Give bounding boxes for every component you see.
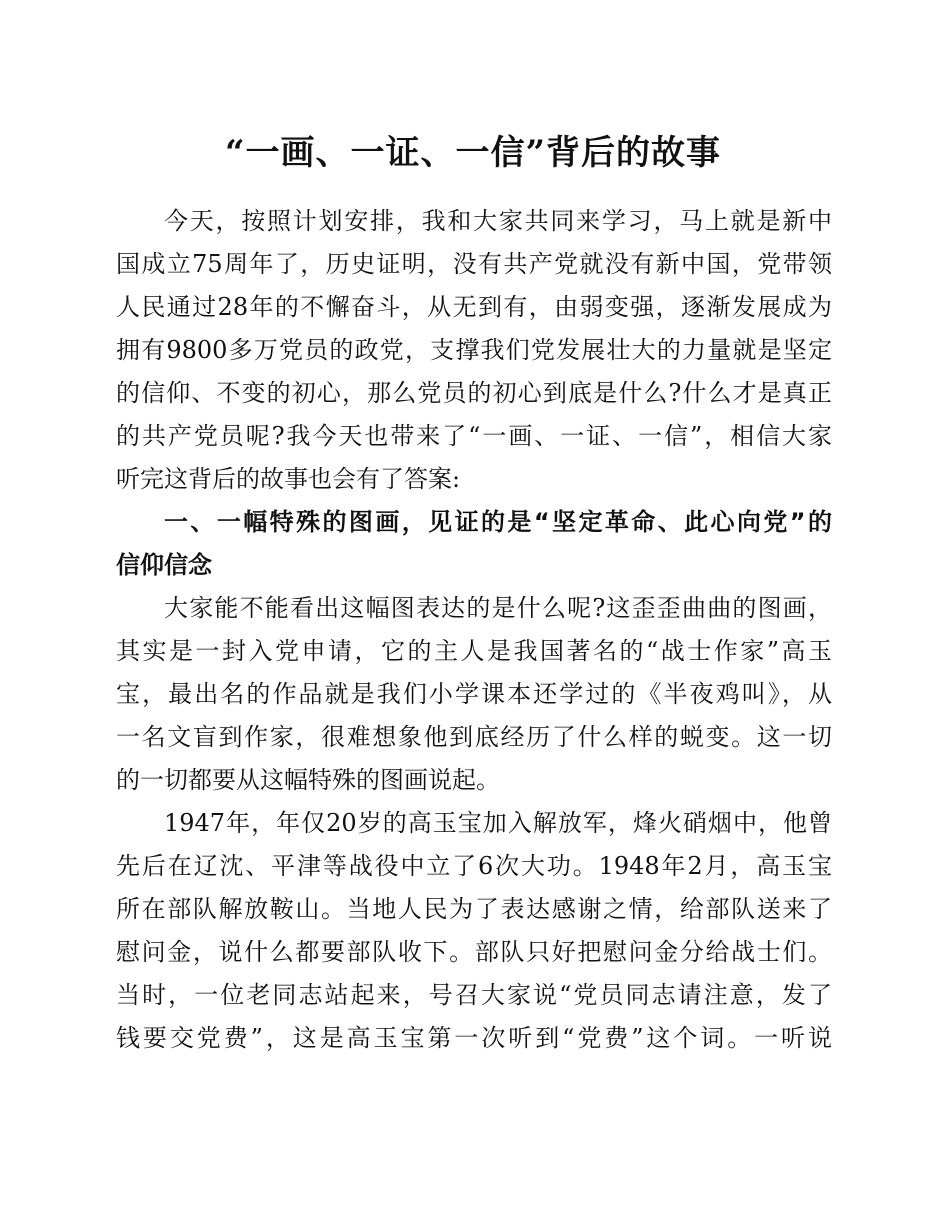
text-line: 先后在辽沈、平津等战役中立了6次大功。1948年2月，高玉宝: [116, 852, 832, 880]
document-body: [116, 200, 832, 1060]
text-line: 的信仰、不变的初心，那么党员的初心到底是什么?什么才是真正: [116, 379, 832, 407]
text-line: 听完这背后的故事也会有了答案:: [116, 465, 461, 493]
text-line: 宝，最出名的作品就是我们小学课本还学过的《半夜鸡叫》，从: [116, 680, 832, 708]
text-line: 钱要交党费”，这是高玉宝第一次听到“党费”这个词。一听说: [116, 1024, 832, 1052]
text-line: 大家能不能看出这幅图表达的是什么呢?这歪歪曲曲的图画，: [164, 594, 832, 622]
heading-line: 一、一幅特殊的图画，见证的是“坚定革命、此心向党”的: [164, 508, 832, 536]
document-title: “一画、一证、一信”背后的故事: [224, 133, 722, 173]
text-line: 人民通过28年的不懈奋斗，从无到有，由弱变强，逐渐发展成为: [116, 293, 832, 321]
paragraph-painting: [116, 587, 832, 802]
heading-line: 信仰信念: [116, 551, 212, 579]
text-line: 的一切都要从这幅特殊的图画说起。: [116, 766, 500, 794]
text-line: 所在部队解放鞍山。当地人民为了表达感谢之情，给部队送来了: [116, 895, 832, 923]
text-line: 的共产党员呢?我今天也带来了“一画、一证、一信”，相信大家: [116, 422, 832, 450]
text-line: 今天，按照计划安排，我和大家共同来学习，马上就是新中: [164, 207, 832, 235]
text-line: 1947年，年仅20岁的高玉宝加入解放军，烽火硝烟中，他曾: [164, 809, 832, 837]
text-line: 拥有9800多万党员的政党，支撑我们党发展壮大的力量就是坚定: [116, 336, 832, 364]
paragraph-gao-yubao: [116, 802, 832, 1060]
text-line: 国成立75周年了，历史证明，没有共产党就没有新中国，党带领: [116, 250, 832, 278]
paragraph-intro: [116, 200, 832, 501]
text-line: 其实是一封入党申请，它的主人是我国著名的“战士作家”高玉: [116, 637, 832, 665]
section-heading-1: [116, 501, 832, 587]
text-line: 一名文盲到作家，很难想象他到底经历了什么样的蜕变。这一切: [116, 723, 832, 751]
text-line: 当时，一位老同志站起来，号召大家说“党员同志请注意，发了: [116, 981, 832, 1009]
text-line: 慰问金，说什么都要部队收下。部队只好把慰问金分给战士们。: [116, 938, 832, 966]
